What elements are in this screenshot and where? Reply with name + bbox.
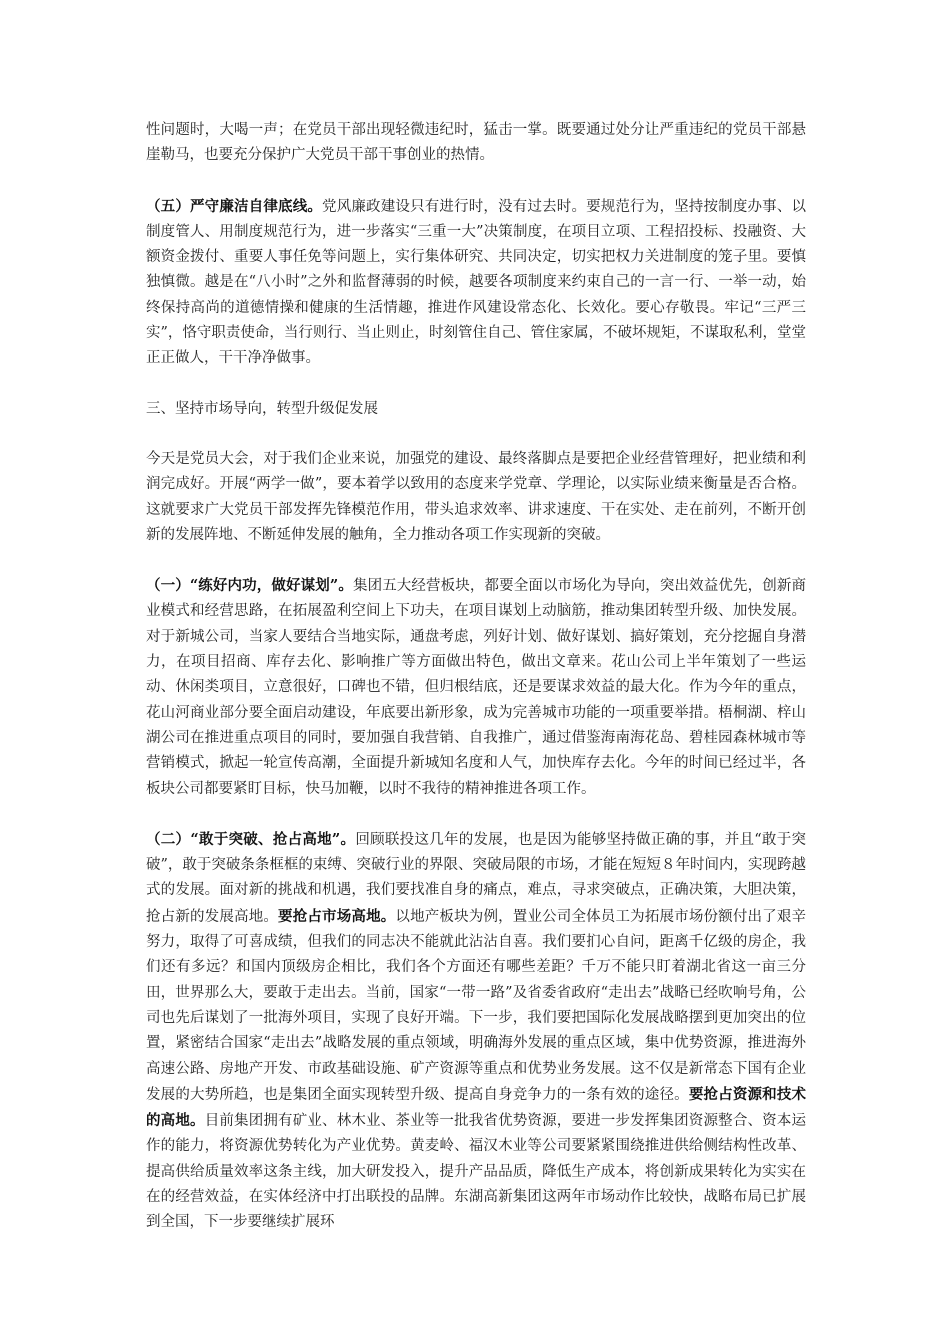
document-page — [146, 118, 806, 1236]
paragraph-2-body: 党风廉政建设只有进行时，没有过去时。要规范行为，坚持按制度办事、以制度管人、用制度规范行为，进一步落实“三重一大”决策制度，在项目立项、工程招投标、投融资、大额资金拨付、重要人事任免等问题上，实行集体研究、共同决定，切实把权力关进制度的笼子里。要慎独慎微。越是在“八小时”之外和监督薄弱的时候，越要各项制度来约束自己的一言一行、一举一动，始终保持高尚的道德情操和健康的生活情趣，推进作风建设常态化、长效化。要心存敬畏。牢记“三严三实”，恪守职责使命，当行则行、当止则止，时刻管住自己、管住家属，不破坏规矩，不谋取私利，堂堂正正做人，干干净净做事。 — [146, 198, 806, 367]
section-heading-5: （五）严守廉洁自律底线。 — [146, 197, 323, 215]
subheading-resource-highland: 要抢占资源和技术的高地。 — [146, 1085, 807, 1130]
paragraph-6 — [146, 827, 806, 1236]
paragraph-6-body-3: 目前集团拥有矿业、林木业、茶业等一批我省优势资源，要进一步发挥集团资源整合、资本运作的能力，将资源优势转化为产业优势。黄麦岭、福汉木业等公司要紧紧围绕推进供给侧结构性改革、提高供给质量效率这条主线，加大研发投入，提升产品品质，降低生产成本，将创新成果转化为实实在在的经营效益，在实体经济中打出联投的品牌。东湖高新集团这两年市场动作比较快，战略布局已扩展到全国，下一步要继续扩展环 — [146, 1113, 807, 1231]
paragraph-2 — [146, 194, 806, 372]
paragraph-5-body: 集团五大经营板块，都要全面以市场化为导向，突出效益优先，创新商业模式和经营思路，在拓展盈利空间上下功夫，在项目谋划上动脑筋，推动集团转型升级、加快发展。对于新城公司，当家人要结合当地实际，通盘考虑，列好计划、做好谋划、搞好策划，充分挖掘自身潜力，在项目招商、库存去化、影响推广等方面做出特色，做出文章来。花山公司上半年策划了一些运动、休闲类项目，立意很好，口碑也不错，但归根结底，还是要谋求效益的最大化。作为今年的重点，花山河商业部分要全面启动建设，年底要出新形象，成为完善城市功能的一项重要举措。梧桐湖、梓山湖公司在推进重点项目的同时，要加强自我营销、自我推广，通过借鉴海南海花岛、碧桂园森林城市等营销模式，掀起一轮宣传高潮，全面提升新城知名度和人气，加快库存去化。今年的时间已经过半，各板块公司都要紧盯目标，快马加鞭，以时不我待的精神推进各项工作。 — [146, 578, 806, 797]
paragraph-6-body-2: 以地产板块为例，置业公司全体员工为拓展市场份额付出了艰辛努力，取得了可喜成绩，但我们的同志决不能就此沾沾自喜。我们要扪心自问，距离千亿级的房企，我们还有多远？和国内顶级房企相比，我们各个方面还有哪些差距？千万不能只盯着湖北省这一亩三分田，世界那么大，要敢于走出去。当前，国家“一带一路”及省委省政府“走出去”战略已经吹响号角，公司也先后谋划了一批海外项目，实现了良好开端。下一步，我们要把国际化发展战略摆到更加突出的位置，紧密结合国家“走出去”战略发展的重点领域，明确海外发展的重点区域，集中优势资源，推进海外高速公路、房地产开发、市政基础设施、矿产资源等重点和优势业务发展。这不仅是新常态下国有企业发展的大势所趋，也是集团全面实现转型升级、提高自身竞争力的一条有效的途径。 — [146, 908, 807, 1103]
section-heading-1: （一）“练好内功，做好谋划”。 — [146, 577, 353, 595]
subheading-market-highland: 要抢占市场高地。 — [278, 907, 396, 925]
chapter-heading-3: 三、坚持市场导向，转型升级促发展 — [146, 400, 378, 417]
paragraph-5 — [146, 573, 806, 802]
section-heading-2: （二）“敢于突破、抢占高地”。 — [146, 830, 356, 848]
paragraph-1: 性问题时，大喝一声；在党员干部出现轻微违纪时，猛击一掌。既要通过处分让严重违纪的党员干部悬崖勒马，也要充分保护广大党员干部干事创业的热情。 — [146, 122, 806, 164]
paragraph-4: 今天是党员大会，对于我们企业来说，加强党的建设、最终落脚点是要把企业经营管理好，把业绩和利润完成好。开展“两学一做”，要本着学以致用的态度来学党章、学理论，以实际业绩来衡量是否合格。这就要求广大党员干部发挥先锋模范作用，带头追求效率、讲求速度、干在实处、走在前列，不断开创新的发展阵地、不断延伸发展的触角，全力推动各项工作实现新的突破。 — [146, 450, 806, 543]
paragraph-6-body-1: 回顾联投这几年的发展，也是因为能够坚持做正确的事，并且“敢于突破”，敢于突破条条框框的束缚、突破行业的界限、突破局限的市场，才能在短短８年时间内，实现跨越式的发展。面对新的挑战和机遇，我们要找准自身的痛点，难点，寻求突破点，正确决策，大胆决策，抢占新的发展高地。 — [146, 831, 806, 925]
